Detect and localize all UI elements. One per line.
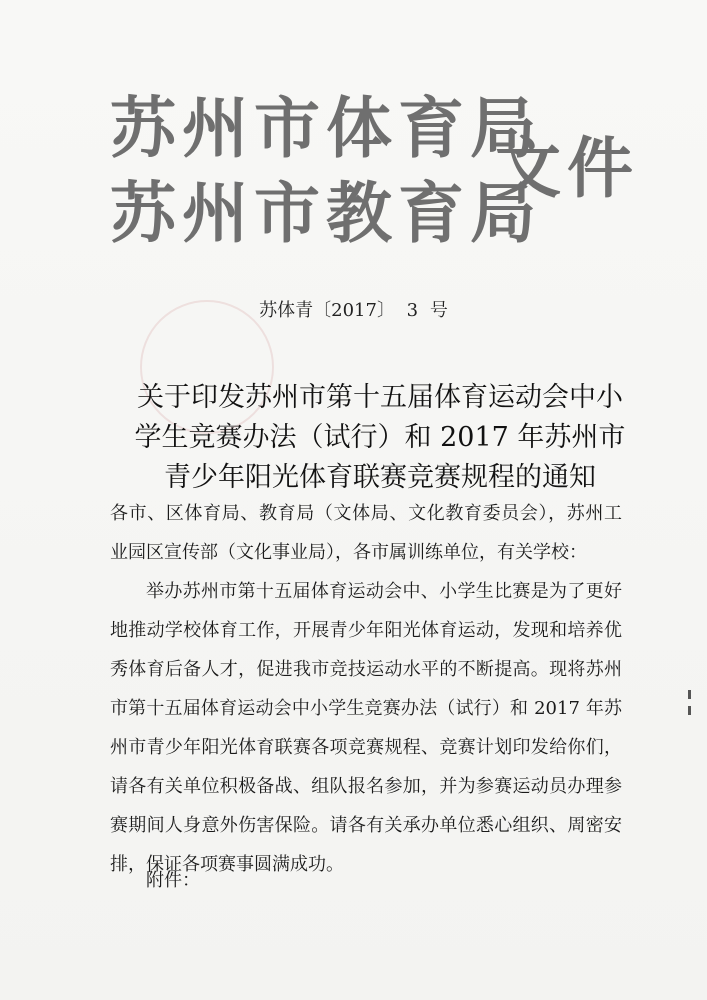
attachment-label: 附件：	[146, 870, 200, 891]
document-type-label: 文件	[495, 129, 639, 207]
document-title	[100, 378, 660, 498]
recipients-paragraph: 各市、区体育局、教育局（文体局、文化教育委员会），苏州工业园区宣传部（文化事业局），各市属训练单位，有关学校：	[110, 503, 622, 563]
issuing-agency-education-bureau: 苏州市教育局	[110, 174, 542, 252]
title-line-1: 关于印发苏州市第十五届体育运动会中小	[137, 382, 623, 413]
document-body	[110, 494, 622, 884]
scan-edge-mark	[688, 690, 691, 699]
title-line-2: 学生竞赛办法（试行）和 2017 年苏州市	[134, 422, 626, 453]
main-paragraph: 举办苏州市第十五届体育运动会中、小学生比赛是为了更好地推动学校体育工作，开展青少年阳光体育运动，发现和培养优秀体育后备人才，促进我市竞技运动水平的不断提高。现将苏州市第十五届体育运动会中小学生竞赛办法（试行）和 2017 年苏州市青少年阳光体育联赛各项竞赛规程、竞赛计划印发给你们，请各有关单位积极备战、组队报名参加，并为参赛运动员办理参赛期间人身意外伤害保险。请各有关承办单位悉心组织、周密安排，保证各项赛事圆满成功。	[110, 581, 622, 875]
document-number: 苏体青〔2017〕 3 号	[259, 300, 448, 321]
scan-edge-mark	[688, 706, 691, 715]
issuing-agency-sports-bureau: 苏州市体育局	[110, 89, 542, 167]
title-line-3: 青少年阳光体育联赛竞赛规程的通知	[164, 462, 596, 493]
